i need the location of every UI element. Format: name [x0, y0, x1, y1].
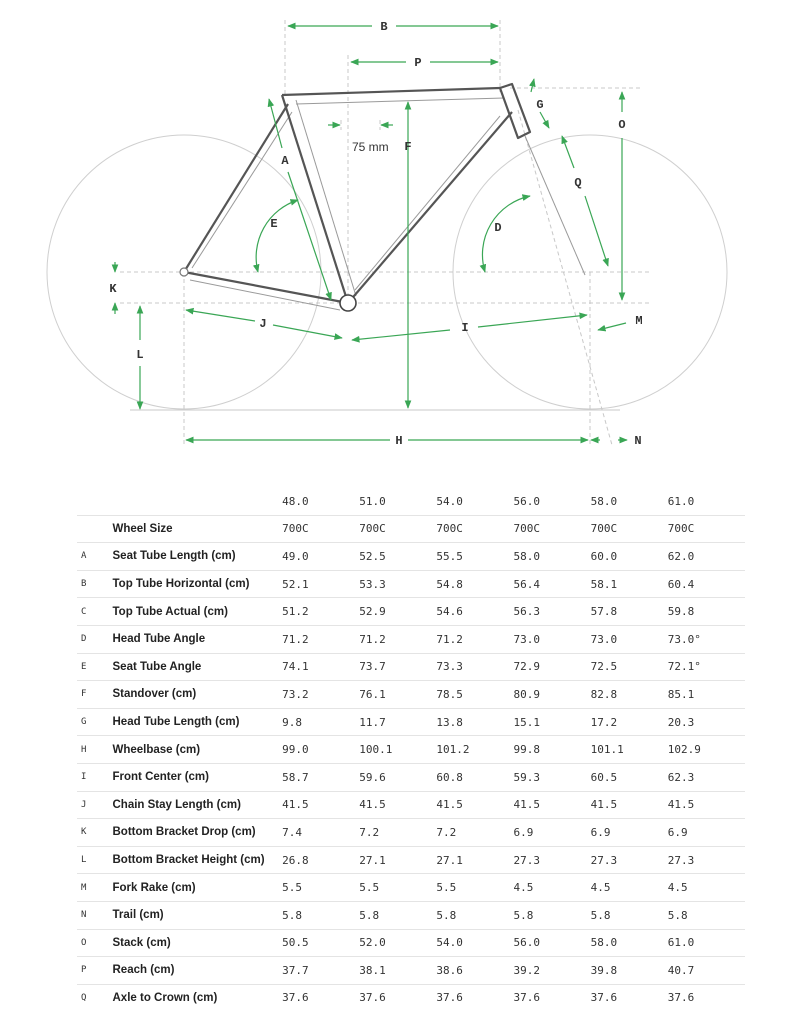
measurement-value: 27.3	[668, 846, 745, 874]
measurement-value: 39.8	[591, 957, 668, 985]
measurement-value: 60.8	[436, 763, 513, 791]
dimension-letter: H	[77, 736, 113, 764]
measurement-value: 37.6	[282, 984, 359, 1011]
measurement-value: 37.6	[359, 984, 436, 1011]
measurement-value: 27.3	[591, 846, 668, 874]
measurement-value: 60.0	[591, 543, 668, 571]
size-header: 56.0	[513, 494, 541, 508]
size-header: 54.0	[436, 494, 463, 508]
label-e: E	[270, 217, 278, 231]
measurement-value: 20.3	[668, 708, 745, 736]
measurement-value: 76.1	[359, 681, 436, 709]
measurement-value: 78.5	[436, 681, 513, 709]
measurement-value: 56.0	[514, 929, 591, 957]
measurement-value: 41.5	[436, 791, 513, 819]
measurement-label: Head Tube Length (cm)	[113, 708, 283, 736]
measurement-value: 58.7	[282, 763, 359, 791]
measurement-value: 700C	[359, 515, 436, 543]
measurement-value: 9.8	[282, 708, 359, 736]
table-row	[77, 874, 745, 902]
label-a: A	[281, 154, 289, 168]
size-header: 51.0	[359, 494, 386, 508]
dimension-letter: C	[77, 598, 113, 626]
dimension-letter: M	[77, 874, 113, 902]
measurement-value: 59.3	[514, 763, 591, 791]
label-j: J	[259, 317, 267, 331]
geometry-table-body	[77, 515, 745, 1011]
measurement-value: 62.0	[668, 543, 745, 571]
table-row	[77, 543, 745, 571]
measurement-value: 39.2	[514, 957, 591, 985]
seat-offset-label: 75 mm	[352, 140, 389, 154]
measurement-value: 700C	[436, 515, 513, 543]
dimension-letter: D	[77, 625, 113, 653]
measurement-value: 5.5	[359, 874, 436, 902]
measurement-value: 74.1	[282, 653, 359, 681]
measurement-label: Bottom Bracket Drop (cm)	[113, 819, 283, 847]
label-d: D	[494, 221, 502, 235]
measurement-value: 38.1	[359, 957, 436, 985]
measurement-label: Standover (cm)	[113, 681, 283, 709]
measurement-value: 102.9	[668, 736, 745, 764]
measurement-value: 5.5	[436, 874, 513, 902]
measurement-value: 49.0	[282, 543, 359, 571]
measurement-value: 7.2	[436, 819, 513, 847]
measurement-value: 41.5	[514, 791, 591, 819]
measurement-value: 27.1	[436, 846, 513, 874]
measurement-label: Wheel Size	[113, 515, 283, 543]
measurement-value: 52.1	[282, 570, 359, 598]
measurement-value: 99.0	[282, 736, 359, 764]
measurement-value: 62.3	[668, 763, 745, 791]
measurement-value: 26.8	[282, 846, 359, 874]
measurement-value: 60.4	[668, 570, 745, 598]
measurement-value: 41.5	[591, 791, 668, 819]
label-m: M	[635, 314, 643, 328]
label-q: Q	[574, 176, 582, 190]
measurement-value: 71.2	[436, 625, 513, 653]
measurement-value: 61.0	[668, 929, 745, 957]
measurement-label: Fork Rake (cm)	[113, 874, 283, 902]
label-p: P	[414, 56, 422, 70]
measurement-label: Axle to Crown (cm)	[113, 984, 283, 1011]
measurement-value: 101.1	[591, 736, 668, 764]
measurement-value: 38.6	[436, 957, 513, 985]
size-header: 48.0	[282, 494, 309, 508]
measurement-value: 27.1	[359, 846, 436, 874]
measurement-value: 57.8	[591, 598, 668, 626]
measurement-value: 53.3	[359, 570, 436, 598]
measurement-value: 700C	[668, 515, 745, 543]
table-row	[77, 598, 745, 626]
measurement-label: Head Tube Angle	[113, 625, 283, 653]
measurement-value: 37.6	[591, 984, 668, 1011]
dimension-letter: F	[77, 681, 113, 709]
measurement-value: 5.8	[668, 901, 745, 929]
measurement-value: 4.5	[668, 874, 745, 902]
label-g: G	[536, 98, 544, 112]
measurement-value: 55.5	[436, 543, 513, 571]
dimension-letter: A	[77, 543, 113, 571]
dimension-lines	[115, 26, 627, 440]
table-row	[77, 957, 745, 985]
measurement-value: 54.0	[436, 929, 513, 957]
measurement-label: Bottom Bracket Height (cm)	[113, 846, 283, 874]
measurement-value: 37.7	[282, 957, 359, 985]
measurement-value: 5.8	[359, 901, 436, 929]
measurement-value: 73.3	[436, 653, 513, 681]
table-row	[77, 901, 745, 929]
measurement-value: 27.3	[514, 846, 591, 874]
measurement-value: 15.1	[514, 708, 591, 736]
measurement-value: 58.1	[591, 570, 668, 598]
table-row	[77, 625, 745, 653]
size-header-row	[77, 488, 745, 515]
measurement-value: 52.5	[359, 543, 436, 571]
label-f: F	[404, 140, 412, 154]
measurement-value: 85.1	[668, 681, 745, 709]
measurement-value: 72.9	[514, 653, 591, 681]
measurement-value: 54.8	[436, 570, 513, 598]
measurement-value: 700C	[514, 515, 591, 543]
dimension-letter: N	[77, 901, 113, 929]
label-n: N	[634, 434, 642, 448]
frame-geometry-diagram	[0, 0, 800, 470]
measurement-value: 6.9	[668, 819, 745, 847]
measurement-value: 59.6	[359, 763, 436, 791]
dimension-letter: J	[77, 791, 113, 819]
table-row	[77, 846, 745, 874]
measurement-value: 73.2	[282, 681, 359, 709]
measurement-value: 700C	[282, 515, 359, 543]
measurement-value: 4.5	[514, 874, 591, 902]
measurement-value: 101.2	[436, 736, 513, 764]
measurement-value: 52.0	[359, 929, 436, 957]
label-o: O	[618, 118, 626, 132]
measurement-value: 60.5	[591, 763, 668, 791]
measurement-value: 7.4	[282, 819, 359, 847]
measurement-value: 5.5	[282, 874, 359, 902]
dimension-letter: E	[77, 653, 113, 681]
measurement-value: 54.6	[436, 598, 513, 626]
measurement-value: 58.0	[591, 929, 668, 957]
measurement-value: 58.0	[514, 543, 591, 571]
measurement-label: Top Tube Horizontal (cm)	[113, 570, 283, 598]
measurement-value: 56.3	[514, 598, 591, 626]
measurement-value: 71.2	[359, 625, 436, 653]
measurement-value: 11.7	[359, 708, 436, 736]
measurement-label: Stack (cm)	[113, 929, 283, 957]
table-row	[77, 708, 745, 736]
measurement-value: 13.8	[436, 708, 513, 736]
measurement-value: 37.6	[668, 984, 745, 1011]
measurement-value: 73.7	[359, 653, 436, 681]
measurement-value: 73.0	[514, 625, 591, 653]
dimension-letter: K	[77, 819, 113, 847]
label-i: I	[461, 321, 469, 335]
dimension-labels	[109, 20, 642, 448]
measurement-value: 6.9	[514, 819, 591, 847]
size-header: 58.0	[590, 494, 618, 508]
table-row	[77, 819, 745, 847]
measurement-label: Front Center (cm)	[113, 763, 283, 791]
dimension-letter: B	[77, 570, 113, 598]
measurement-value: 80.9	[514, 681, 591, 709]
measurement-value: 56.4	[514, 570, 591, 598]
table-row	[77, 929, 745, 957]
dimension-letter: Q	[77, 984, 113, 1011]
measurement-value: 50.5	[282, 929, 359, 957]
measurement-value: 5.8	[282, 901, 359, 929]
measurement-value: 51.2	[282, 598, 359, 626]
measurement-value: 82.8	[591, 681, 668, 709]
measurement-value: 73.0°	[668, 625, 745, 653]
measurement-value: 73.0	[591, 625, 668, 653]
measurement-label: Seat Tube Angle	[113, 653, 283, 681]
dimension-letter	[77, 515, 113, 543]
measurement-value: 7.2	[359, 819, 436, 847]
measurement-value: 17.2	[591, 708, 668, 736]
dimension-letter: L	[77, 846, 113, 874]
measurement-value: 100.1	[359, 736, 436, 764]
measurement-value: 40.7	[668, 957, 745, 985]
table-row	[77, 791, 745, 819]
measurement-value: 37.6	[436, 984, 513, 1011]
measurement-label: Chain Stay Length (cm)	[113, 791, 283, 819]
table-row	[77, 984, 745, 1011]
measurement-value: 59.8	[668, 598, 745, 626]
guide-lines	[120, 20, 650, 445]
measurement-value: 41.5	[668, 791, 745, 819]
measurement-label: Wheelbase (cm)	[113, 736, 283, 764]
measurement-value: 52.9	[359, 598, 436, 626]
measurement-value: 72.1°	[668, 653, 745, 681]
measurement-label: Top Tube Actual (cm)	[113, 598, 283, 626]
table-row	[77, 763, 745, 791]
measurement-value: 37.6	[514, 984, 591, 1011]
measurement-label: Trail (cm)	[113, 901, 283, 929]
measurement-value: 41.5	[359, 791, 436, 819]
label-b: B	[380, 20, 388, 34]
dimension-letter: P	[77, 957, 113, 985]
table-row	[77, 570, 745, 598]
measurement-value: 6.9	[591, 819, 668, 847]
label-k: K	[109, 282, 117, 296]
table-row	[77, 736, 745, 764]
dimension-letter: I	[77, 763, 113, 791]
measurement-label: Reach (cm)	[113, 957, 283, 985]
dimension-letter: O	[77, 929, 113, 957]
table-row	[77, 653, 745, 681]
measurement-value: 4.5	[591, 874, 668, 902]
measurement-value: 71.2	[282, 625, 359, 653]
size-header: 61.0	[667, 494, 695, 508]
measurement-value: 5.8	[436, 901, 513, 929]
measurement-value: 700C	[591, 515, 668, 543]
measurement-value: 72.5	[591, 653, 668, 681]
geometry-table	[77, 488, 745, 1011]
measurement-value: 41.5	[282, 791, 359, 819]
measurement-value: 99.8	[514, 736, 591, 764]
dimension-letter: G	[77, 708, 113, 736]
measurement-value: 5.8	[514, 901, 591, 929]
table-row	[77, 515, 745, 543]
table-row	[77, 681, 745, 709]
measurement-label: Seat Tube Length (cm)	[113, 543, 283, 571]
label-h: H	[395, 434, 403, 448]
measurement-value: 5.8	[591, 901, 668, 929]
label-l: L	[136, 348, 144, 362]
